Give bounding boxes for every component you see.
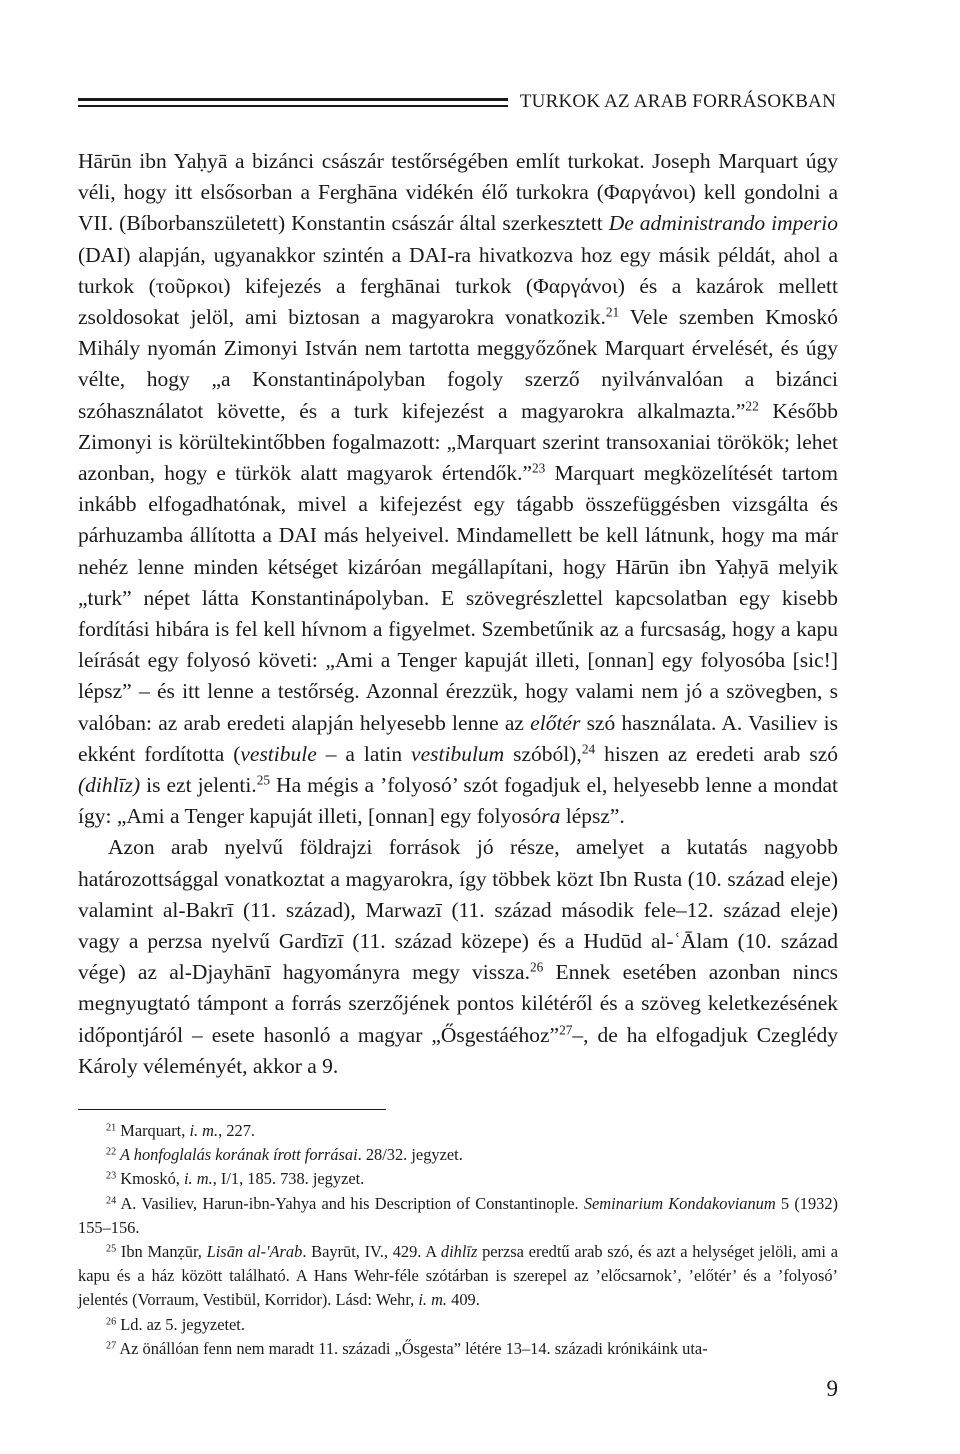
footnote-27: [78, 1337, 838, 1361]
running-head-title: TURKOK AZ ARAB FORRÁSOKBAN: [519, 91, 836, 112]
footnote-number: 22: [106, 1146, 117, 1158]
italic-title: A honfoglalás korának írott forrásai: [116, 1145, 358, 1165]
italic-term: i. m.: [184, 1169, 213, 1189]
footnote-number: 27: [106, 1340, 117, 1352]
text-run: – a latin: [316, 741, 412, 766]
italic-term: (dihlīz): [78, 773, 141, 798]
text-run: (DAI) alapján, ugyanakkor szintén a DAI-ra hivatkozva hoz egy másik példát, ahol a turkok (τοῦρκοι) kifejezés a ferghānai turkok (Φαργάνοι) és a kazárok mellett zsoldosokat jelöl, ami biztosan a magyarokra vonatkozik.: [78, 242, 838, 330]
footnote-24: [78, 1192, 838, 1240]
footnote-25: [78, 1240, 838, 1313]
text-run: Később Zimonyi is körültekintőbben fogalmazott: „Marquart szerint transoxaniai törökök; lehet azonban, hogy e türkök alatt magyarok értendők.”: [78, 398, 839, 486]
text-run: Ennek esetében azonban nincs megnyugtató támpont a forrás szerzőjének pontos kilétéről és a szöveg keletkezésének időpontjáról – esete hasonló a magyar „Ősgestáéhoz”: [78, 960, 839, 1047]
text-run: 409.: [447, 1290, 480, 1310]
footnote-26: [78, 1313, 838, 1337]
footnote-ref-23: 23: [532, 460, 546, 476]
text-run: –, de ha elfogadjuk Czeglédy Károly véleményét, akkor a 9.: [78, 1022, 838, 1078]
text-run: Ld. az 5. jegyzetet.: [116, 1314, 245, 1334]
text-run: Marquart megközelítését tartom inkább elfogadhatónak, mivel a kifejezést egy tágabb összefüggésben vizsgálta és párhuzamba állította a DAI más helyeivel. Mindamellett be kell látnunk, hogy ma már nehéz lenne minden kétséget kizáróan megállapítani, hogy Hārūn ibn Yaḥyā melyik „turk” népet látta Konstantinápolyban. E szövegrészlettel kapcsolatban egy kisebb fordítási hibára is fel kell hívnom a figyelmet. Szembetűnik az a furcsaság, hogy a kapu leírását egy folyosó követi: „Ami a Tenger kapuját illeti, [onnan] egy folyosóba [sic!] lépsz” – és itt lenne a testőrség. Azonnal érezzük, hogy valami nem jó a szövegben, s valóban: az arab eredeti alapján helyesebb lenne az: [78, 461, 838, 735]
text-run: Ibn Manẓūr,: [116, 1242, 207, 1262]
footnote-23: [78, 1167, 838, 1191]
italic-title: Seminarium Kondakovianum: [583, 1193, 776, 1213]
running-head: [78, 91, 836, 113]
text-run: , 227.: [218, 1121, 256, 1140]
footnote-number: 24: [106, 1195, 117, 1207]
text-run: Marquart,: [116, 1121, 190, 1140]
text-run: is ezt jelenti.: [140, 773, 257, 798]
text-run: 5 (1932) 155–156.: [78, 1193, 839, 1237]
footnote-ref-27: 27: [559, 1022, 573, 1038]
page-number: 9: [826, 1376, 838, 1401]
footnote-number: 23: [106, 1170, 117, 1182]
footnote-ref-21: 21: [605, 304, 620, 320]
text-run: Vele szemben Kmoskó Mihály nyomán Zimonyi István nem tartotta meggyőzőnek Marquart érvelését, és úgy vélte, hogy „a Konstantinápolyban fogoly szerző nyilvánvalóan a bizánci szóhasználatot követte, és a turk kifejezést a magyarokra alkalmazta.”: [78, 305, 838, 423]
italic-term: i. m.: [418, 1290, 448, 1310]
footnote-number: 26: [106, 1316, 117, 1328]
text-run: hiszen az eredeti arab szó: [595, 741, 838, 766]
main-text: [78, 146, 838, 1082]
paragraph-2: [78, 832, 838, 1082]
text-run: . Bayrūt, IV., 429. A: [302, 1242, 441, 1262]
text-run: Hārūn ibn Yaḥyā a bizánci császár testőrségében említ turkokat. Joseph Marquart úgy véli, hogy itt elsősorban a Ferghāna vidékén élő turkokra (Φαργάνοι) kell gondolni a VII. (Bíborbanszületett) Konstantin császár által szerkesztett: [78, 149, 838, 236]
footnote-22: [78, 1143, 838, 1167]
text-run: perzsa eredtű arab szó, és azt a helységet jelöli, ami a kapu és a ház között található. A Hans Wehr-féle szótárban is szerepel az ’előcsarnok’, ’előtér’ és a ’folyosó’ jelentés (Vorraum, Vestibül, Korridor). Lásd: Wehr,: [78, 1242, 838, 1310]
text-run: A. Vasiliev, Harun-ibn-Yahya and his Description of Constantinople.: [116, 1193, 584, 1213]
footnote-ref-26: 26: [529, 959, 544, 975]
footnotes: [78, 1119, 838, 1361]
header-rule: [78, 98, 508, 107]
italic-term: ra: [541, 804, 561, 829]
italic-title: Lisān al-'Arab: [206, 1242, 303, 1262]
text-run: , I/1, 185. 738. jegyzet.: [212, 1169, 365, 1189]
text-run: szóból),: [504, 741, 582, 766]
footnote-number: 21: [106, 1122, 117, 1134]
footnote-ref-22: 22: [745, 398, 759, 414]
footnote-ref-25: 25: [256, 772, 271, 788]
text-run: Kmoskó,: [116, 1169, 184, 1189]
footnote-ref-24: 24: [581, 741, 596, 757]
italic-term: vestibule: [240, 741, 317, 766]
italic-title: De administrando imperio: [608, 211, 838, 236]
footnote-number: 25: [106, 1243, 117, 1255]
italic-term: előtér: [530, 710, 581, 735]
italic-term: dihlīz: [440, 1242, 478, 1262]
text-run: Az önállóan fenn nem maradt 11. századi „Ősgesta” létére 13–14. századi krónikáink uta-: [116, 1338, 708, 1358]
text-run: lépsz”.: [560, 804, 625, 829]
footnote-separator: [78, 1109, 386, 1110]
text-run: Azon arab nyelvű földrajzi források jó része, amelyet a kutatás nagyobb határozottsággal vonatkoztat a magyarokra, így többek közt Ibn Rusta (10. század eleje) valamint al-Bakrī (11. század), Marwazī (11. század második fele–12. század eleje) vagy a perzsa nyelvű Gardīzī (11. század közepe) és a Hudūd al-ʿĀlam (10. század vége) az al-Djayhānī hagyományra megy vissza.: [78, 835, 838, 985]
text-run: . 28/32. jegyzet.: [357, 1145, 463, 1165]
text-run: Ha mégis a ’folyosó’ szót fogadjuk el, helyesebb lenne a mondat így: „Ami a Tenger kapuját illeti, [onnan] egy folyosó: [78, 773, 838, 829]
paragraph-1: [78, 146, 838, 832]
footnote-21: [78, 1119, 838, 1143]
text-run: szó használata. A. Vasiliev is ekként fordította (: [78, 710, 838, 766]
italic-term: i. m.: [189, 1121, 219, 1140]
italic-term: vestibulum: [411, 741, 505, 766]
